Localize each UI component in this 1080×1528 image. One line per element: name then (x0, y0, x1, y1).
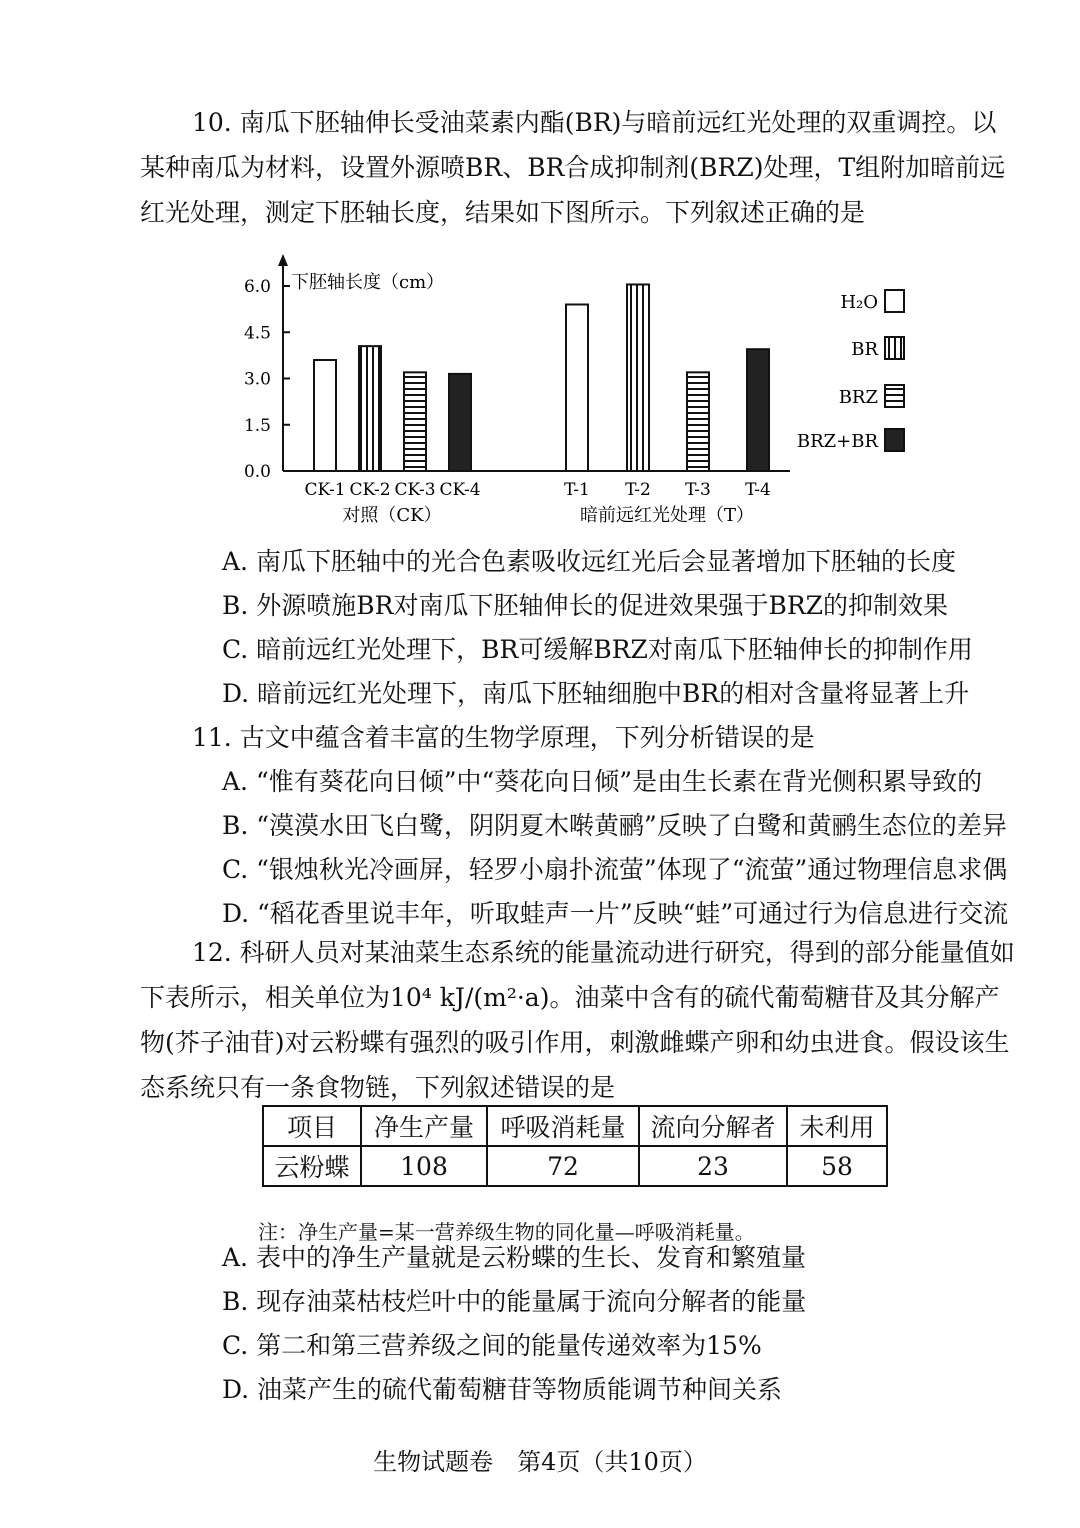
q11-option-b: B. “漠漠水田飞白鹭，阴阴夏木啭黄鹂”反映了白鹭和黄鹂生态位的差异 (222, 811, 1007, 840)
group-label-ck: 对照（CK） (342, 505, 442, 526)
legend-swatch (885, 385, 904, 407)
table-header-cell: 未利用 (787, 1106, 887, 1146)
bar-ck-4 (449, 374, 471, 471)
table-header-row (263, 1106, 887, 1146)
q11-option-a: A. “惟有葵花向日倾”中“葵花向日倾”是由生长素在背光侧积累导致的 (222, 767, 983, 796)
x-tick-label: CK-4 (439, 480, 481, 500)
legend-label: BRZ+BR (796, 431, 878, 452)
table-note: 注：净生产量=某一营养级生物的同化量—呼吸消耗量。 (258, 1220, 755, 1244)
table-header-cell: 项目 (263, 1106, 361, 1146)
q12-option-a: A. 表中的净生产量就是云粉蝶的生长、发育和繁殖量 (222, 1243, 806, 1272)
hypocotyl-length-bar-chart (220, 248, 940, 538)
q10-stem: 10. 南瓜下胚轴伸长受油菜素内酯(BR)与暗前远红光处理的双重调控。以某种南瓜为材料，设置外源喷BR、BR合成抑制剂(BRZ)处理，T组附加暗前远红光处理，测定下胚轴长度，结果如下图所示。下列叙述正确的是 (140, 108, 1006, 227)
bar-ck-2 (359, 346, 381, 471)
bar-t-4 (747, 349, 769, 471)
x-tick-label: T-1 (564, 480, 590, 500)
table-header-cell: 流向分解者 (639, 1106, 787, 1146)
y-tick-label: 4.5 (243, 323, 271, 344)
q12-option-c: C. 第二和第三营养级之间的能量传递效率为15% (222, 1331, 762, 1360)
bar-ck-1 (314, 360, 336, 471)
energy-table (262, 1105, 888, 1187)
y-tick-label: 3.0 (243, 369, 271, 390)
table-cell: 58 (787, 1146, 887, 1186)
q12-option-b: B. 现存油菜枯枝烂叶中的能量属于流向分解者的能量 (222, 1287, 807, 1316)
q12-stem: 12. 科研人员对某油菜生态系统的能量流动进行研究，得到的部分能量值如下表所示，相关单位为10⁴ kJ/(m²·a)。油菜中含有的硫代葡萄糖苷及其分解产物(芥子油苷)对云粉蝶有强烈的吸引作用，刺激雌蝶产卵和幼虫进食。假设该生态系统只有一条食物链，下列叙述错误的是 (140, 938, 1015, 1102)
y-tick-label: 6.0 (243, 277, 271, 297)
x-tick-label: T-3 (685, 480, 711, 500)
y-tick-label: 0.0 (243, 462, 271, 482)
q11-option-d: D. “稻花香里说丰年，听取蛙声一片”反映“蛙”可通过行为信息进行交流 (222, 899, 1009, 928)
y-tick-label: 1.5 (243, 415, 271, 436)
table-cell: 108 (361, 1146, 487, 1186)
x-tick-label: CK-3 (394, 480, 436, 500)
q10-option-a: A. 南瓜下胚轴中的光合色素吸收远红光后会显著增加下胚轴的长度 (222, 547, 956, 576)
table-cell: 23 (639, 1146, 787, 1186)
q12-option-d: D. 油菜产生的硫代葡萄糖苷等物质能调节种间关系 (222, 1375, 783, 1404)
legend-swatch (885, 429, 904, 451)
legend-label: BRZ (838, 387, 878, 408)
q11-option-c: C. “银烛秋光冷画屏，轻罗小扇扑流萤”体现了“流萤”通过物理信息求偶 (222, 855, 1008, 884)
x-tick-label: CK-2 (349, 480, 391, 500)
legend-label: BR (851, 339, 878, 360)
x-tick-label: T-2 (625, 480, 651, 500)
x-tick-label: T-4 (745, 480, 771, 500)
q11-stem: 11. 古文中蕴含着丰富的生物学原理，下列分析错误的是 (192, 723, 815, 752)
legend-swatch (885, 337, 904, 359)
legend-swatch (885, 290, 904, 312)
x-tick-label: CK-1 (304, 480, 346, 500)
y-axis-arrow (278, 254, 288, 266)
bar-t-2 (627, 284, 649, 471)
table-header-cell: 净生产量 (361, 1106, 487, 1146)
page-footer: 生物试题卷 第4页（共10页） (373, 1448, 707, 1476)
table-cell: 72 (487, 1146, 639, 1186)
q10-option-b: B. 外源喷施BR对南瓜下胚轴伸长的促进效果强于BRZ的抑制效果 (222, 591, 949, 620)
bar-ck-3 (404, 372, 426, 471)
table-header-cell: 呼吸消耗量 (487, 1106, 639, 1146)
table-cell: 云粉蝶 (263, 1146, 361, 1186)
legend-label: H₂O (840, 292, 878, 313)
y-axis-label: 下胚轴长度（cm） (291, 272, 445, 293)
q10-option-c: C. 暗前远红光处理下，BR可缓解BRZ对南瓜下胚轴伸长的抑制作用 (222, 635, 973, 664)
bar-t-1 (566, 305, 588, 472)
table-row (263, 1146, 887, 1186)
bar-t-3 (687, 372, 709, 471)
q10-option-d: D. 暗前远红光处理下，南瓜下胚轴细胞中BR的相对含量将显著上升 (222, 679, 970, 708)
group-label-t: 暗前远红光处理（T） (579, 505, 755, 526)
